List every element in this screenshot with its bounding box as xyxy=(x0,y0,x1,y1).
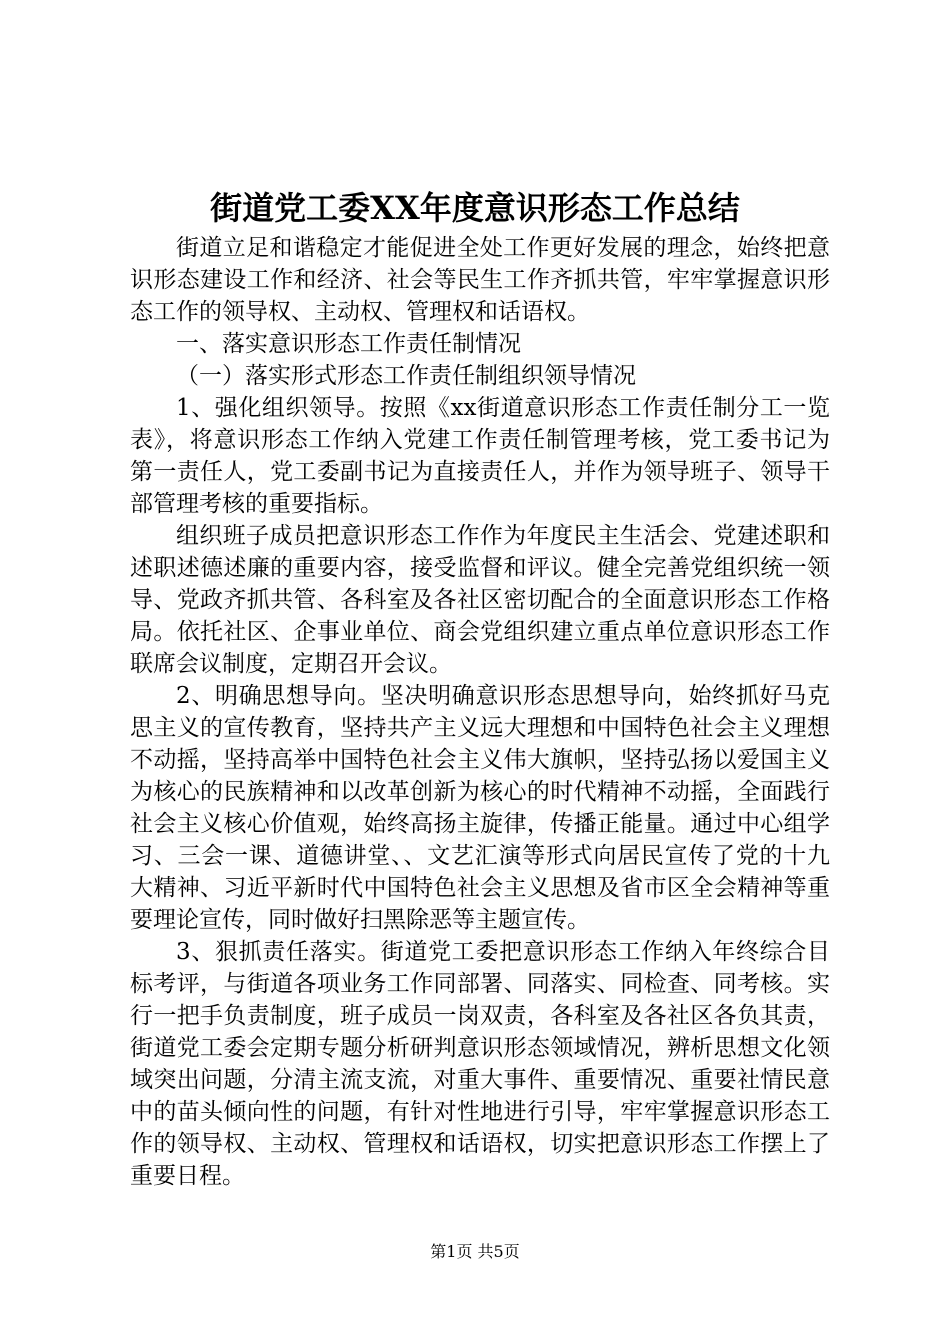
item-paragraph-3: 3、狠抓责任落实。街道党工委把意识形态工作纳入年终综合目标考评，与街道各项业务工作同部署、同落实、同检查、同考核。实行一把手负责制度，班子成员一岗双责，各科室及各社区各负其责，街道党工委会定期专题分析研判意识形态领域情况，辨析思想文化领域突出问题，分清主流支流，对重大事件、重要情况、重要社情民意中的苗头倾向性的问题，有针对性地进行引导，牢牢掌握意识形态工作的领导权、主动权、管理权和话语权，切实把意识形态工作摆上了重要日程。 xyxy=(130,939,830,1189)
document-title: 街道党工委XX年度意识形态工作总结 xyxy=(210,189,740,227)
section-heading-1: 一、落实意识形态工作责任制情况 xyxy=(176,331,521,357)
intro-paragraph: 街道立足和谐稳定才能促进全处工作更好发展的理念，始终把意识形态建设工作和经济、社会等民生工作齐抓共管，牢牢掌握意识形态工作的领导权、主动权、管理权和话语权。 xyxy=(130,235,830,325)
item-paragraph-1: 1、强化组织领导。按照《xx街道意识形态工作责任制分工一览表》，将意识形态工作纳入党建工作责任制管理考核，党工委书记为第一责任人，党工委副书记为直接责任人，并作为领导班子、领导干部管理考核的重要指标。 xyxy=(130,395,830,517)
subsection-heading-1: （一）落实形式形态工作责任制组织领导情况 xyxy=(176,363,636,389)
body-paragraph: 组织班子成员把意识形态工作作为年度民主生活会、党建述职和述职述德述廉的重要内容，接受监督和评议。健全完善党组织统一领导、党政齐抓共管、各科室及各社区密切配合的全面意识形态工作格局。依托社区、企事业单位、商会党组织建立重点单位意识形态工作联席会议制度，定期召开会议。 xyxy=(130,523,830,677)
document-body xyxy=(130,232,830,1192)
page-number-footer: 第1页 共5页 xyxy=(430,1242,520,1261)
item-paragraph-2: 2、明确思想导向。坚决明确意识形态思想导向，始终抓好马克思主义的宣传教育，坚持共产主义远大理想和中国特色社会主义理想不动摇，坚持高举中国特色社会主义伟大旗帜，坚持弘扬以爱国主义为核心的民族精神和以改革创新为核心的时代精神不动摇，全面践行社会主义核心价值观，始终高扬主旋律，传播正能量。通过中心组学习、三会一课、道德讲堂、、文艺汇演等形式向居民宣传了党的十九大精神、习近平新时代中国特色社会主义思想及省市区全会精神等重要理论宣传，同时做好扫黑除恶等主题宣传。 xyxy=(130,683,830,933)
